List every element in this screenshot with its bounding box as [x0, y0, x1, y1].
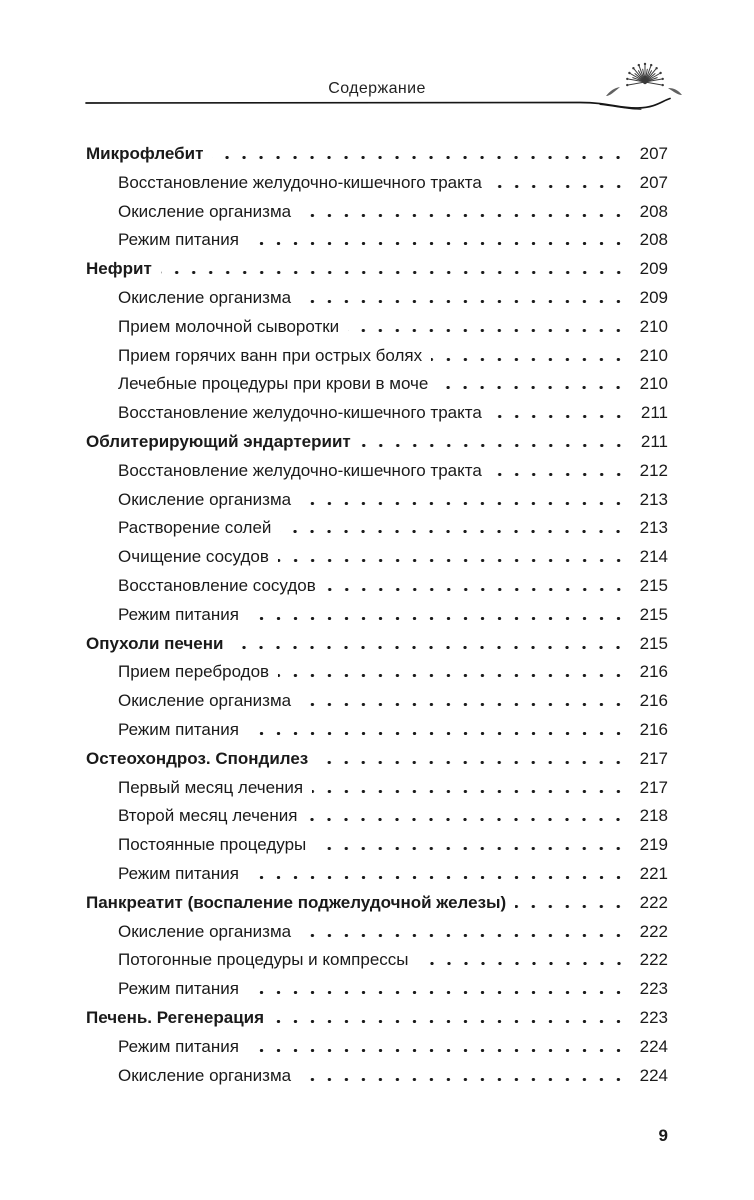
toc-entry [86, 140, 668, 169]
toc-entry-page: 213 [639, 489, 668, 509]
toc-entry-label: Прием молочной сыворотки [118, 316, 340, 336]
toc-entry-label: Потогонные процедуры и компрессы [118, 950, 409, 970]
toc-entry-page: 222 [639, 892, 668, 912]
dot-leader [248, 876, 627, 879]
dot-leader [278, 674, 627, 677]
toc-entry-label: Восстановление желудочно-кишечного тракта [118, 460, 482, 480]
toc-entry-page: 221 [639, 863, 668, 883]
toc-entry-label: Очищение сосудов [118, 547, 269, 567]
toc-entry-label: Остеохондроз. Спондилез [86, 748, 309, 768]
dot-leader [212, 156, 627, 159]
toc-entry-label: Режим питания [118, 604, 239, 624]
toc-entry-label: Режим питания [118, 979, 239, 999]
toc-entry [86, 169, 668, 198]
toc-entry-page: 209 [639, 259, 668, 279]
toc-entry-page: 216 [639, 719, 668, 739]
dot-leader [300, 300, 627, 303]
toc-entry-label: Постоянные процедуры [118, 835, 307, 855]
toc-entry-page: 211 [640, 431, 668, 451]
toc-entry-label: Второй месяц лечения [118, 806, 298, 826]
toc-entry [86, 860, 668, 889]
toc-entry-page: 217 [639, 748, 668, 768]
toc-entry-page: 216 [639, 662, 668, 682]
toc-entry [86, 802, 668, 831]
toc-entry-label: Растворение солей [118, 518, 272, 538]
toc-entry [86, 313, 668, 342]
toc-entry-label: Окисление организма [118, 201, 292, 221]
toc-entry-page: 210 [639, 345, 668, 365]
dot-leader [418, 962, 628, 965]
toc-entry-label: Окисление организма [118, 691, 292, 711]
toc-entry [86, 428, 668, 457]
toc-entry-page: 216 [639, 691, 668, 711]
toc-entry-label: Облитерирующий эндартериит [86, 431, 351, 451]
dot-leader [248, 242, 627, 245]
dot-leader [273, 1020, 627, 1023]
toc-entry-page: 213 [639, 518, 668, 538]
toc-entry-page: 223 [639, 979, 668, 999]
toc-entry-page: 208 [639, 230, 668, 250]
dot-leader [491, 473, 627, 476]
header-rule-and-flower-icon [0, 40, 754, 115]
toc-entry [86, 486, 668, 515]
toc-entry [86, 946, 668, 975]
toc-entry [86, 601, 668, 630]
toc-entry [86, 687, 668, 716]
toc-entry-page: 217 [639, 777, 668, 797]
dot-leader [300, 502, 627, 505]
dot-leader [300, 703, 627, 706]
toc-entry-page: 215 [639, 604, 668, 624]
dot-leader [300, 934, 627, 937]
toc-entry-label: Режим питания [118, 1036, 239, 1056]
toc-entry-label: Панкреатит (воспаление поджелудочной железы) [86, 892, 507, 912]
toc-entry [86, 745, 668, 774]
toc-entry-page: 215 [639, 575, 668, 595]
toc-entry-page: 214 [639, 547, 668, 567]
dot-leader [325, 588, 627, 591]
toc-entry-label: Окисление организма [118, 489, 292, 509]
dot-leader [360, 444, 627, 447]
toc-entry-label: Первый месяц лечения [118, 777, 304, 797]
toc-entry-label: Опухоли печени [86, 633, 224, 653]
dot-leader [278, 559, 627, 562]
dot-leader [491, 415, 627, 418]
toc-entry-page: 218 [639, 806, 668, 826]
toc-entry [86, 514, 668, 543]
toc-entry-page: 219 [639, 835, 668, 855]
toc-entry [86, 630, 668, 659]
dot-leader [491, 185, 627, 188]
toc-entry-page: 211 [640, 403, 668, 423]
dot-leader [248, 991, 627, 994]
toc-entry-label: Окисление организма [118, 287, 292, 307]
dot-leader [312, 790, 627, 793]
toc-entry [86, 889, 668, 918]
toc-entry [86, 1062, 668, 1091]
toc-entry [86, 918, 668, 947]
toc-entry-label: Прием горячих ванн при острых болях [118, 345, 423, 365]
toc-entry-label: Нефрит [86, 259, 152, 279]
toc-entry-label: Печень. Регенерация [86, 1007, 265, 1027]
toc-entry [86, 457, 668, 486]
toc-entry-page: 209 [639, 287, 668, 307]
toc-entry-label: Восстановление сосудов [118, 575, 316, 595]
toc-entry-page: 207 [639, 144, 668, 163]
toc-entry-label: Восстановление желудочно-кишечного тракта [118, 403, 482, 423]
toc-entry [86, 370, 668, 399]
toc-entry [86, 774, 668, 803]
dot-leader [161, 271, 627, 274]
dot-leader [248, 732, 627, 735]
toc-entry-label: Восстановление желудочно-кишечного тракта [118, 172, 482, 192]
toc-entry [86, 975, 668, 1004]
toc-entry-page: 223 [639, 1007, 668, 1027]
toc-entry-page: 222 [639, 950, 668, 970]
toc-entry [86, 658, 668, 687]
toc-entry [86, 1004, 668, 1033]
toc-entry-page: 210 [639, 316, 668, 336]
dot-leader [515, 905, 627, 908]
toc-entry-page: 224 [639, 1065, 668, 1085]
dot-leader [248, 1049, 627, 1052]
dot-leader [232, 646, 627, 649]
toc-list [86, 140, 668, 1090]
page-number: 9 [658, 1126, 668, 1145]
dot-leader [431, 358, 627, 361]
toc-entry-label: Микрофлебит [86, 144, 204, 163]
toc-entry-label: Окисление организма [118, 1065, 292, 1085]
toc-entry [86, 399, 668, 428]
toc-entry-page: 208 [639, 201, 668, 221]
toc-entry-page: 222 [639, 921, 668, 941]
dot-leader [348, 329, 627, 332]
toc-entry [86, 255, 668, 284]
toc-entry-label: Режим питания [118, 863, 239, 883]
toc-entry [86, 342, 668, 371]
toc-entry-label: Режим питания [118, 230, 239, 250]
toc-entry [86, 543, 668, 572]
dot-leader [437, 386, 627, 389]
toc-entry-page: 212 [639, 460, 668, 480]
page-title: Содержание [328, 80, 426, 97]
toc-entry-page: 210 [639, 374, 668, 394]
toc-entry [86, 284, 668, 313]
toc-entry-page: 207 [639, 172, 668, 192]
toc-entry [86, 198, 668, 227]
toc-entry [86, 572, 668, 601]
toc-entry [86, 1033, 668, 1062]
dot-leader [306, 818, 627, 821]
dot-leader [248, 617, 627, 620]
dot-leader [300, 214, 627, 217]
toc-entry [86, 226, 668, 255]
toc-entry [86, 831, 668, 860]
toc-entry-label: Прием перебродов [118, 662, 270, 682]
toc-entry [86, 716, 668, 745]
dot-leader [280, 530, 627, 533]
toc-entry-page: 215 [639, 633, 668, 653]
toc-entry-page: 224 [639, 1036, 668, 1056]
dot-leader [315, 847, 627, 850]
dot-leader [317, 761, 627, 764]
toc-entry-label: Окисление организма [118, 921, 292, 941]
toc-entry-label: Режим питания [118, 719, 239, 739]
dot-leader [300, 1078, 627, 1081]
toc-entry-label: Лечебные процедуры при крови в моче [118, 374, 429, 394]
